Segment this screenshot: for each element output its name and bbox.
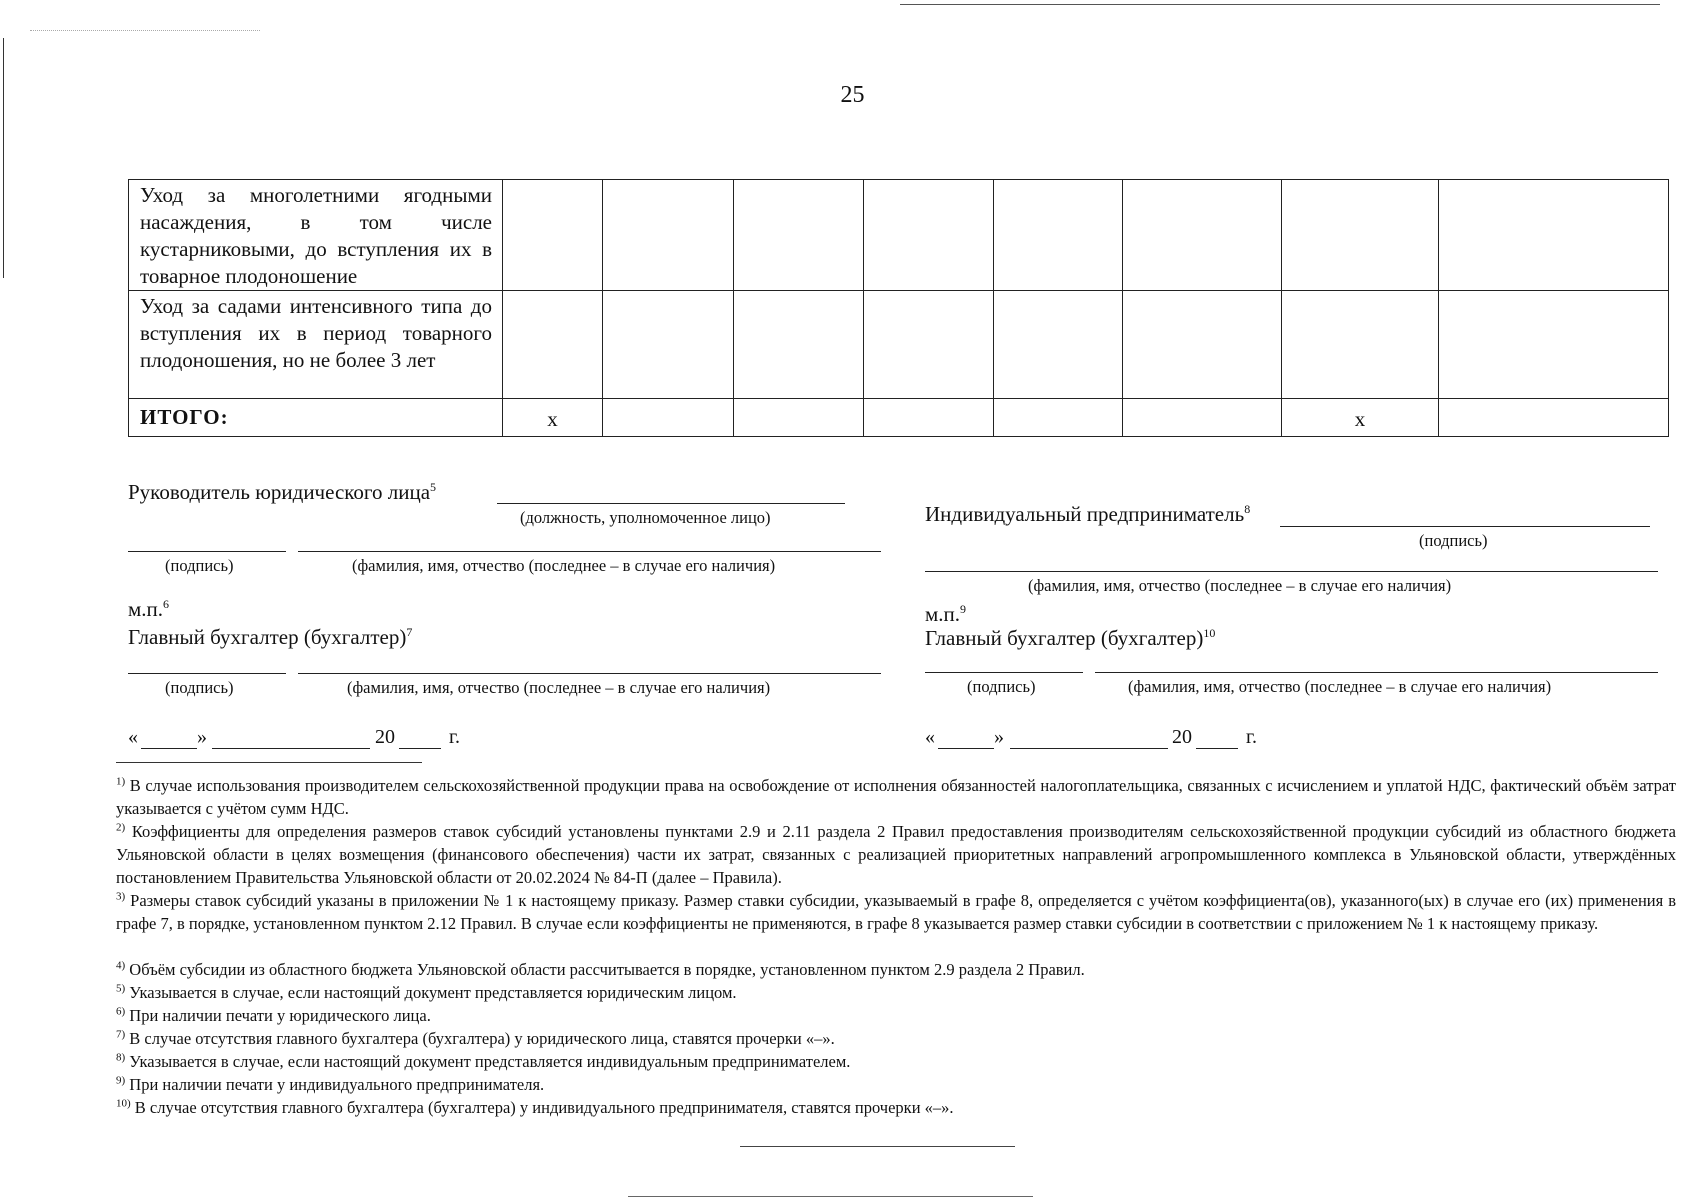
table-row [129, 291, 1669, 399]
footnote: $^{10)}$ В случае отсутствия главного бухгалтера (бухгалтера) у индивидуального предпринимателя, ставятся прочерки «–». [116, 1097, 954, 1117]
signature-line [128, 551, 286, 552]
name-caption: (фамилия, имя, отчество (последнее – в случае его наличия) [352, 556, 776, 575]
table-cell [994, 291, 1123, 399]
footnote-ref: 10 [1203, 626, 1216, 640]
entrepreneur-signature-caption: (подпись) [1419, 531, 1488, 550]
footnote-ref: 6 [163, 597, 170, 611]
table-cell [1439, 180, 1669, 291]
table-cell [503, 180, 603, 291]
chief-accountant-label: Главный бухгалтер (бухгалтер)$^{10}$ [925, 626, 1216, 650]
footnote-mark: 5) [116, 982, 126, 995]
table-cell [603, 180, 734, 291]
table-cell [734, 291, 864, 399]
date-year-line [399, 748, 441, 749]
footnote: $^{9)}$ При наличии печати у индивидуального предпринимателя. [116, 1074, 545, 1094]
table-row [129, 180, 1669, 291]
footnote-mark: 8) [116, 1051, 126, 1064]
footnote-ref: 5 [430, 480, 437, 494]
total-label: ИТОГО: [129, 399, 503, 437]
footnote-mark: 9) [116, 1074, 126, 1087]
table-cell [603, 291, 734, 399]
table-cell [1282, 291, 1439, 399]
entrepreneur-signature-line [1280, 526, 1650, 527]
entrepreneur-name-line [925, 571, 1658, 572]
table-cell [734, 180, 864, 291]
page-number: 25 [840, 82, 865, 108]
accountant-signature-caption: (подпись) [967, 677, 1036, 696]
table-cell [864, 291, 994, 399]
total-cell [734, 399, 864, 437]
scan-smudge [30, 30, 260, 31]
footnote-ref: 8 [1244, 502, 1251, 516]
footnote-mark: 2) [116, 821, 126, 834]
total-cell [994, 399, 1123, 437]
end-rule [740, 1146, 1015, 1147]
total-row [129, 399, 1669, 437]
chief-accountant-label: Главный бухгалтер (бухгалтер)$^7$ [128, 625, 413, 649]
total-cell [1439, 399, 1669, 437]
footnote: $^{2)}$ Коэффициенты для определения размеров ставок субсидий установлены пунктами 2.9 и 2.11 раздела 2 Правил предоставления производителям сельскохозяйственной продукции субсидий из областного бюджета Ульяновской области в целях возмещения (финансового обеспечения) части их затрат, связанных с реализацией приоритетных направлений агропромышленного комплекса в Ульяновской области, утверждённых постановлением Правительства Ульяновской области от 20.02.2024 № 84-П (далее – Правила). [116, 821, 1676, 887]
position-line [497, 503, 845, 504]
legal-entity-head-label: Руководитель юридического лица$^5$ [128, 480, 437, 504]
date-open-quote: « [128, 726, 138, 748]
table-cell [1123, 180, 1282, 291]
accountant-signature-caption: (подпись) [165, 678, 234, 697]
accountant-signature-line [925, 672, 1083, 673]
bottom-scan-line [628, 1196, 1033, 1197]
footnote-separator [116, 762, 422, 763]
date-close-quote: » [197, 726, 207, 748]
footnote: $^{3)}$ Размеры ставок субсидий указаны в приложении № 1 к настоящему приказу. Размер ставки субсидии, указываемый в графе 8, определяется с учётом коэффициента(ов), указанного(ых) в случае его (их) применения в графе 7, в порядке, установленном пунктом 2.12 Правил. В случае если коэффициенты не применяются, в графе 8 указывается размер ставки субсидии в соответствии с приложением № 1 к настоящему приказу. [116, 890, 1676, 933]
footnote: $^{8)}$ Указывается в случае, если настоящий документ представляется индивидуальным предпринимателем. [116, 1051, 851, 1071]
accountant-name-caption: (фамилия, имя, отчество (последнее – в случае его наличия) [1128, 677, 1552, 696]
table-cell [994, 180, 1123, 291]
top-rule [900, 4, 1660, 5]
subsidy-table [128, 179, 1669, 437]
entrepreneur-label: Индивидуальный предприниматель$^8$ [925, 502, 1251, 526]
date-year-suffix: г. [1246, 726, 1257, 748]
accountant-name-line [1095, 672, 1658, 673]
date-month-line [1010, 748, 1168, 749]
position-caption: (должность, уполномоченное лицо) [520, 508, 771, 527]
date-year-suffix: г. [449, 726, 460, 748]
row-label: Уход за садами интенсивного типа до вступления их в период товарного плодоношения, но не более 3 лет [129, 291, 503, 399]
stamp-label: м.п.$^6$ [128, 597, 170, 621]
footnote-mark: 6) [116, 1005, 126, 1018]
table-cell [503, 291, 603, 399]
entrepreneur-name-caption: (фамилия, имя, отчество (последнее – в случае его наличия) [1028, 576, 1452, 595]
table-cell [864, 180, 994, 291]
table-cell [1123, 291, 1282, 399]
stamp-label: м.п.$^9$ [925, 602, 967, 626]
table-cell [1282, 180, 1439, 291]
footnote-mark: 7) [116, 1028, 126, 1041]
total-cell [864, 399, 994, 437]
table-cell [1439, 291, 1669, 399]
footnote: $^{1)}$ В случае использования производителем сельскохозяйственной продукции права на освобождение от исполнения обязанностей налогоплательщика, связанных с исчислением и уплатой НДС, фактический объём затрат указывается с учётом сумм НДС. [116, 775, 1676, 818]
accountant-name-line [298, 673, 881, 674]
left-margin-line [3, 38, 4, 278]
accountant-name-caption: (фамилия, имя, отчество (последнее – в случае его наличия) [347, 678, 771, 697]
signature-caption: (подпись) [165, 556, 234, 575]
date-day-line [938, 748, 994, 749]
footnote: $^{4)}$ Объём субсидии из областного бюджета Ульяновской области рассчитывается в порядке, установленном пунктом 2.9 раздела 2 Правил. [116, 959, 1085, 979]
date-open-quote: « [925, 726, 935, 748]
date-close-quote: » [994, 726, 1004, 748]
total-cell [1123, 399, 1282, 437]
footnote: $^{6)}$ При наличии печати у юридического лица. [116, 1005, 431, 1025]
date-year-prefix: 20 [1172, 726, 1192, 748]
total-cell: х [1282, 399, 1439, 437]
total-cell: х [503, 399, 603, 437]
total-cell [603, 399, 734, 437]
date-day-line [141, 748, 197, 749]
footnote-mark: 1) [116, 775, 126, 788]
footnote: $^{5)}$ Указывается в случае, если настоящий документ представляется юридическим лицом. [116, 982, 737, 1002]
footnote-ref: 7 [406, 625, 413, 639]
row-label: Уход за многолетними ягодными насаждения, в том числе кустарниковыми, до вступления их в товарное плодоношение [129, 180, 503, 291]
name-line [298, 551, 881, 552]
footnote-mark: 10) [116, 1097, 131, 1110]
date-month-line [212, 748, 370, 749]
footnote-ref: 9 [960, 602, 967, 616]
footnote: $^{7)}$ В случае отсутствия главного бухгалтера (бухгалтера) у юридического лица, ставятся прочерки «–». [116, 1028, 835, 1048]
date-year-line [1196, 748, 1238, 749]
date-year-prefix: 20 [375, 726, 395, 748]
footnote-mark: 4) [116, 959, 126, 972]
footnote-mark: 3) [116, 890, 126, 903]
accountant-signature-line [128, 673, 286, 674]
